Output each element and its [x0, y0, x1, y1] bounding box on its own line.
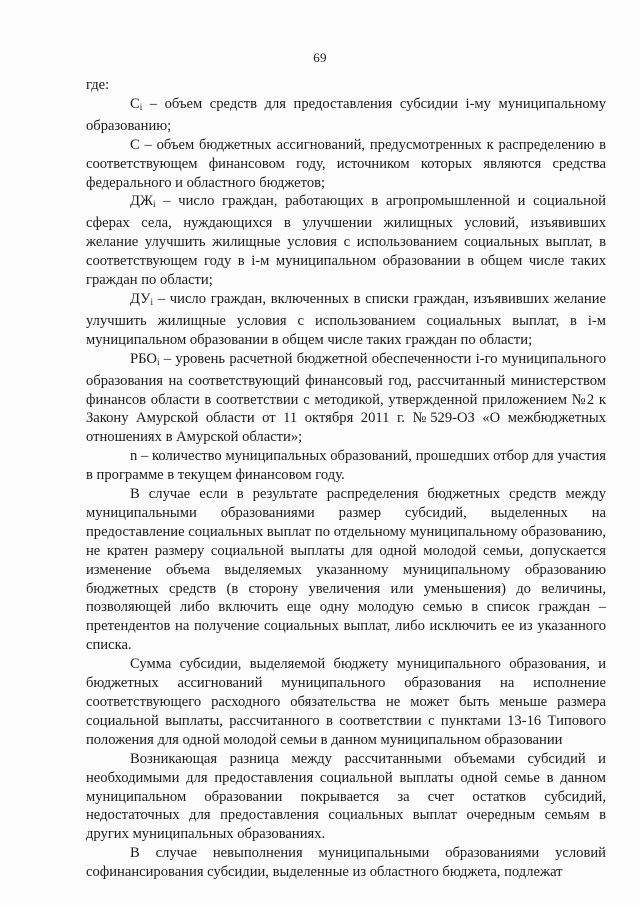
page-number: 69 — [313, 50, 327, 65]
symbol-dzh: ДЖ — [130, 193, 154, 210]
ci-definition-text: – объем средств для предоставления субсидии i-му муниципальному образованию; — [86, 95, 606, 134]
paragraph-dzh-definition — [86, 192, 606, 290]
symbol-ci: C — [130, 95, 140, 112]
paragraph-n-definition — [86, 447, 606, 485]
where-label: где: — [86, 77, 110, 93]
du-definition-text: – число граждан, включенных в списки граждан, изъявивших желание улучшить жилищные условия с использованием социальных выплат, в i-м муниципальном образовании в общем числе таких граждан по области; — [86, 290, 606, 348]
paragraph-where — [86, 76, 606, 95]
document-body — [86, 76, 606, 882]
distribution-case-text: В случае если в результате распределения бюджетных средств между муниципальными образованиями размер субсидий, выделенных на предоставление социальных выплат по отдельному муниципальному образованию, не кратен размеру социальной выплаты для одной молодой семьи, допускается изменение объема выделяемых указанному муниципальному образованию бюджетных средств (в сторону увеличения или уменьшения) до величины, позволяющей либо включить еще одну молодую семью в список граждан – претендентов на получение социальных выплат, либо исключить ее из указанного списка. — [86, 486, 606, 654]
subsidy-sum-text: Сумма субсидии, выделяемой бюджету муниципального образования, и бюджетных ассигнований муниципального образования на исполнение соответствующего расходного обязательства не может быть меньше размера социальной выплаты, рассчитанного в соответствии с пунктами 13-16 Типового положения для одной молодой семьи в данном муниципальном образовании — [86, 656, 606, 748]
n-definition-text: n – количество муниципальных образований, прошедших отбор для участия в программе в текущем финансовом году. — [86, 448, 606, 484]
subscript-i: i — [153, 199, 156, 210]
c-definition-text: C – объем бюджетных ассигнований, предусмотренных к распределению в соответствующем финансовом году, источником которых являются средства федерального и областного бюджетов; — [86, 136, 606, 191]
paragraph-difference — [86, 750, 606, 845]
symbol-du: ДУ — [130, 290, 151, 307]
paragraph-ci-definition — [86, 95, 606, 136]
non-fulfillment-text: В случае невыполнения муниципальными образованиями условий софинансирования субсидии, выделенные из областного бюджета, подлежат — [86, 845, 606, 881]
paragraph-non-fulfillment — [86, 844, 606, 882]
paragraph-du-definition — [86, 290, 606, 350]
rbo-definition-text: – уровень расчетной бюджетной обеспеченности i-го муниципального образования на соответствующий финансовый год, рассчитанный министерством финансов области в соответствии с методикой, утвержденной приложением №2 к Закону Амурской области от 11 октября 2011 г. №529-ОЗ «О межбюджетных отношениях в Амурской области»; — [86, 350, 606, 446]
subscript-i: i — [139, 101, 143, 112]
symbol-rbo: РБО — [130, 350, 157, 367]
difference-text: Возникающая разница между рассчитанными объемами субсидий и необходимыми для предоставления социальной выплаты одной семье в данном муниципальном образовании покрывается за счет остатков субсидий, недостаточных для предоставления социальных выплат очередным семьям в других муниципальных образованиях. — [86, 750, 606, 843]
dzh-definition-text: – число граждан, работающих в агропромышленной и социальной сферах села, нуждающихся в улучшении жилищных условий, изъявивших желание улучшить жилищные условия с использованием социальных выплат, в соответствующем году в i-м муниципальном образовании в общем числе таких граждан по области; — [86, 193, 606, 289]
subscript-i: i — [156, 356, 160, 367]
paragraph-rbo-definition — [86, 350, 606, 448]
subscript-i: i — [150, 296, 153, 307]
paragraph-distribution-case — [86, 485, 606, 655]
paragraph-subsidy-sum — [86, 655, 606, 750]
paragraph-c-definition — [86, 136, 606, 193]
